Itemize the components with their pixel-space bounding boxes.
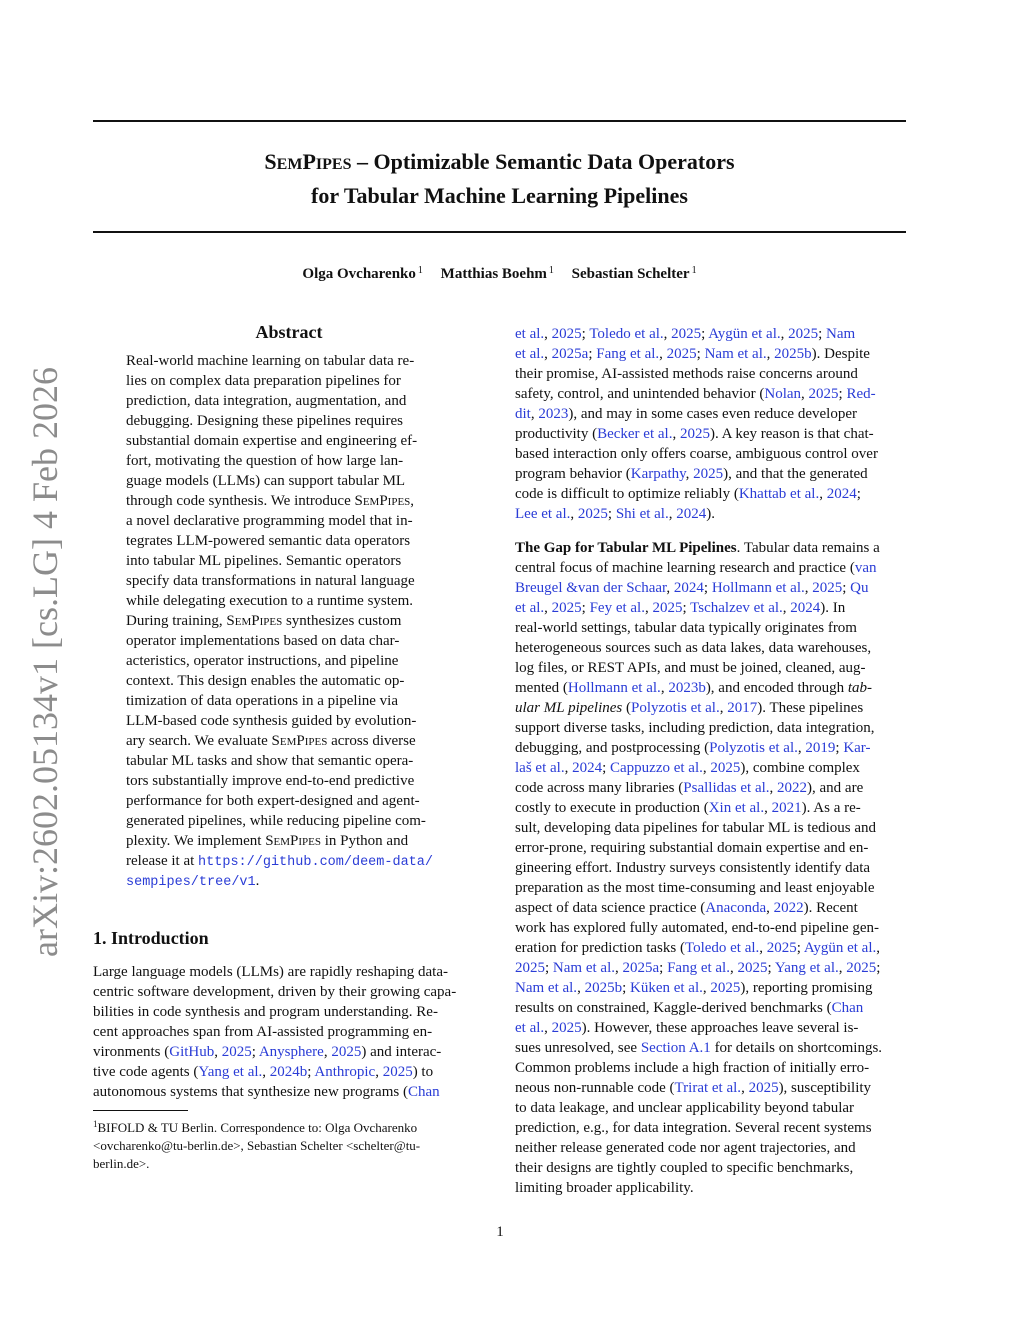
citation-link[interactable]: 2024 <box>673 580 704 596</box>
citation-link[interactable]: Khattab et al. <box>738 486 820 502</box>
citation-link[interactable]: Breugel &van der Schaar <box>515 580 667 596</box>
citation-link[interactable]: 2025 <box>710 980 741 996</box>
citation-link[interactable]: 2025 <box>671 326 702 342</box>
citation-link[interactable]: Nam <box>826 326 856 342</box>
citation-link[interactable]: Yang et al. <box>198 1064 263 1080</box>
author-2: Matthias Boehm $^1$ <box>440 265 554 282</box>
citation-link[interactable]: 2025b <box>584 980 623 996</box>
right-column-line: Lee et al., 2025; Shi et al., 2024). <box>515 506 715 522</box>
citation-link[interactable]: 2025 <box>515 960 545 976</box>
citation-link[interactable]: et al. <box>515 326 545 342</box>
abstract-line: guage models (LLMs) can support tabular ML <box>126 473 406 489</box>
citation-link[interactable]: Xin et al. <box>708 800 765 816</box>
emphasis-text: tab- <box>847 680 873 696</box>
abstract-line: tabular ML tasks and show that semantic opera- <box>126 753 414 769</box>
citation-link[interactable]: laš et al. <box>515 760 565 776</box>
right-column-line: dit, 2023), and may in some cases even reduce developer <box>515 406 857 422</box>
section-heading-introduction: 1. Introduction <box>93 928 209 948</box>
citation-link[interactable]: Nolan <box>764 386 802 402</box>
abstract-line: debugging. Designing these pipelines requires <box>126 413 404 429</box>
citation-link[interactable]: 2025a <box>551 346 589 362</box>
citation-link[interactable]: 2022 <box>773 900 804 916</box>
right-column-line: mented (Hollmann et al., 2023b), and encoded through tab- <box>515 680 873 696</box>
right-column-line: et al., 2025a; Fang et al., 2025; Nam et al., 2025b). Despite <box>515 346 870 362</box>
citation-link[interactable]: et al. <box>515 346 545 362</box>
citation-link[interactable]: Anthropic <box>314 1064 376 1080</box>
citation-link[interactable]: Kar- <box>843 740 871 756</box>
page-number: 1 <box>496 1224 504 1240</box>
abstract-line: plexity. We implement SemPipes in Python and <box>126 833 409 849</box>
citation-link[interactable]: 2025 <box>679 426 710 442</box>
abstract-line: LLM-based code synthesis guided by evolution- <box>126 713 417 729</box>
abstract-line: fort, motivating the question of how large lan- <box>126 453 404 469</box>
citation-link[interactable]: van <box>854 560 877 576</box>
citation-link[interactable]: Section A.1 <box>640 1040 711 1056</box>
abstract-line: tegrates LLM-powered semantic data operators <box>126 533 411 549</box>
right-column-line: their promise, AI-assisted methods raise concerns around <box>515 366 858 382</box>
citation-link[interactable]: Fang et al. <box>596 346 660 362</box>
right-column-line: et al., 2025). However, these approaches leave several is- <box>515 1020 859 1036</box>
right-column-line: neither release generated code nor agent trajectories, and <box>515 1140 856 1156</box>
abstract-line: a novel declarative programming model that in- <box>126 513 413 529</box>
citation-link[interactable]: Toledo et al. <box>589 326 664 342</box>
citation-link[interactable]: 2023b <box>668 680 706 696</box>
right-column-line: code is difficult to optimize reliably (Khattab et al., 2024; <box>515 486 861 502</box>
citation-link[interactable]: 2025 <box>551 600 582 616</box>
citation-link[interactable]: Hollmann et al. <box>567 680 661 696</box>
citation-link[interactable]: Polyzotis et al. <box>630 700 720 716</box>
right-column-line: based interaction only offers coarse, ambiguous control over <box>515 446 878 462</box>
right-column-line: laš et al., 2024; Cappuzzo et al., 2025), combine complex <box>515 760 860 776</box>
citation-link[interactable]: 2025a <box>622 960 660 976</box>
citation-link[interactable]: 2025 <box>382 1064 413 1080</box>
citation-link[interactable]: 2025 <box>710 760 741 776</box>
citation-link[interactable]: 2025 <box>766 940 797 956</box>
right-column-line: support diverse tasks, including prediction, data integration, <box>515 720 875 736</box>
abstract-line: specify data transformations in natural language <box>126 573 415 589</box>
right-column-line: et al., 2025; Fey et al., 2025; Tschalzev et al., 2024). In <box>515 600 846 616</box>
citation-link[interactable]: 2024 <box>676 506 707 522</box>
right-column-line: prediction, e.g., for data integration. Several recent systems <box>515 1120 872 1136</box>
footnote: $^1$BIFOLD & TU Berlin. Correspondence to: Olga Ovcharenko <ovcharenko@tu-berlin.de>, Sebastian Schelter <schelter@tu- berlin.de>. <box>93 1119 421 1171</box>
citation-link[interactable]: Fang et al. <box>667 960 730 976</box>
citation-link[interactable]: Polyzotis et al. <box>709 740 798 756</box>
arxiv-side-label: arXiv:2602.05134v1 [cs.LG] 4 Feb 2026 <box>25 367 65 957</box>
citation-link[interactable]: 2025 <box>551 326 582 342</box>
right-column-line: productivity (Becker et al., 2025). A key reason is that chat- <box>515 426 874 442</box>
right-column-line: 2025; Nam et al., 2025a; Fang et al., 2025; Yang et al., 2025; <box>515 960 881 976</box>
right-column-line: real-world settings, tabular data typically originates from <box>515 620 857 636</box>
citation-link[interactable]: 2025 <box>331 1044 362 1060</box>
citation-link[interactable]: et al. <box>515 1020 545 1036</box>
author-1: Olga Ovcharenko $^1$ <box>302 265 423 282</box>
citation-link[interactable]: Nam et al. <box>552 960 615 976</box>
right-column-line: ular ML pipelines (Polyzotis et al., 2017). These pipelines <box>515 700 864 716</box>
abstract-body <box>126 351 452 891</box>
right-column-line: sult, developing data pipelines for tabular ML is tedious and <box>515 820 877 836</box>
citation-link[interactable]: Fey et al. <box>589 600 645 616</box>
citation-link[interactable]: Yang et al. <box>774 960 839 976</box>
right-column-line: results on constrained, Kaggle-derived benchmarks (Chan <box>515 1000 864 1016</box>
abstract-line: substantial domain expertise and engineering ef- <box>126 433 418 449</box>
system-name: SemPipes <box>271 733 328 749</box>
citation-link[interactable]: 2025 <box>652 600 683 616</box>
right-column-line: neous non-runnable code (Trirat et al., 2025), susceptibility <box>515 1080 872 1096</box>
citation-link[interactable]: 2025 <box>812 580 843 596</box>
citation-link[interactable]: 2025 <box>221 1044 252 1060</box>
abstract-line: acteristics, operator instructions, and pipeline <box>126 653 399 669</box>
right-column-line: debugging, and postprocessing (Polyzotis et al., 2019; Kar- <box>515 740 871 756</box>
system-name: SemPipes <box>265 833 321 849</box>
abstract-line: into tabular ML pipelines. Semantic operators <box>126 553 402 569</box>
right-column-line: Nam et al., 2025b; Küken et al., 2025), reporting promising <box>515 980 873 996</box>
citation-link[interactable]: Chan <box>407 1084 440 1100</box>
citation-link[interactable]: Psallidas et al. <box>683 780 770 796</box>
abstract-line: while delegating execution to a runtime system. <box>126 593 414 609</box>
right-column-line: gineering effort. Industry surveys consistently identify data <box>515 860 871 876</box>
abstract-heading: Abstract <box>255 322 323 342</box>
citation-link[interactable]: 2023 <box>538 406 569 422</box>
citation-link[interactable]: Lee et al. <box>515 506 571 522</box>
right-column-line: code across many libraries (Psallidas et al., 2022), and are <box>515 780 864 796</box>
citation-link[interactable]: Shi et al. <box>615 506 669 522</box>
right-column-line: limiting broader applicability. <box>515 1180 694 1196</box>
right-column-line: aspect of data science practice (Anaconda, 2022). Recent <box>515 900 858 916</box>
citation-link[interactable]: 2025 <box>846 960 877 976</box>
citation-link[interactable]: dit <box>515 406 531 422</box>
abstract-line: sempipes/tree/v1. <box>126 873 260 890</box>
citation-link[interactable]: 2025 <box>577 506 608 522</box>
citation-link[interactable]: Aygün et al. <box>803 940 877 956</box>
right-column-line: to data leakage, and unclear applicability beyond tabular <box>515 1100 855 1116</box>
abstract-line: generated pipelines, while reducing pipeline com- <box>126 813 426 829</box>
repo-link[interactable]: https://github.com/deem-data/ <box>198 855 433 870</box>
abstract-line: operator implementations based on data char- <box>126 633 400 649</box>
title-top-rule <box>93 120 906 122</box>
right-column-line: costly to execute in production (Xin et al., 2021). As a re- <box>515 800 861 816</box>
right-column-line: eration for prediction tasks (Toledo et al., 2025; Aygün et al., <box>515 940 880 956</box>
right-column-line: their designs are tightly coupled to specific benchmarks, <box>515 1160 854 1176</box>
citation-link[interactable]: Qu <box>850 580 869 596</box>
citation-link[interactable]: 2024 <box>572 760 603 776</box>
right-column-line: log files, or REST APIs, and must be joined, cleaned, aug- <box>515 660 866 676</box>
system-name: SemPipes <box>226 613 283 629</box>
citation-link[interactable]: Chan <box>831 1000 864 1016</box>
citation-link[interactable]: 2025 <box>748 1080 779 1096</box>
citation-link[interactable]: 2025 <box>788 326 819 342</box>
abstract-line: tors substantially improve end-to-end predictive <box>126 773 415 789</box>
right-column-line: Common problems include a high fraction of initially erro- <box>515 1060 870 1076</box>
citation-link[interactable]: 2017 <box>727 700 758 716</box>
abstract-line: release it at https://github.com/deem-data/ <box>126 853 433 870</box>
citation-link[interactable]: Küken et al. <box>629 980 703 996</box>
citation-link[interactable]: Anysphere <box>258 1044 324 1060</box>
citation-link[interactable]: Toledo et al. <box>684 940 760 956</box>
citation-link[interactable]: Cappuzzo et al. <box>610 760 703 776</box>
right-column-line: preparation as the most time-consuming and least enjoyable <box>515 880 875 896</box>
right-column-line: central focus of machine learning research and practice (van <box>515 560 877 576</box>
abstract-line: context. This design enables the automatic op- <box>126 673 405 689</box>
citation-link[interactable]: 2025b <box>774 346 812 362</box>
citation-link[interactable]: et al. <box>515 600 545 616</box>
system-name: SemPipes <box>354 493 411 509</box>
citation-link[interactable]: Nam et al. <box>704 346 767 362</box>
right-column-line: Breugel &van der Schaar, 2024; Hollmann et al., 2025; Qu <box>515 580 869 596</box>
title-line-1: SEMPIPES – Optimizable Semantic Data Operators <box>264 149 735 174</box>
title-line-2: for Tabular Machine Learning Pipelines <box>311 183 688 208</box>
citation-link[interactable]: 2024b <box>269 1064 308 1080</box>
citation-link[interactable]: Red- <box>846 386 876 402</box>
abstract-line: lies on complex data preparation pipelines for <box>126 373 401 389</box>
citation-link[interactable]: Karpathy <box>630 466 686 482</box>
citation-link[interactable]: 2021 <box>771 800 802 816</box>
abstract-line: through code synthesis. We introduce SemPipes, <box>126 493 415 509</box>
citation-link[interactable]: Trirat et al. <box>674 1080 742 1096</box>
right-column-line: The Gap for Tabular ML Pipelines. Tabular data remains a <box>515 540 880 556</box>
right-column <box>515 324 907 1198</box>
abstract-line: During training, SemPipes synthesizes custom <box>126 613 402 629</box>
intro-paragraph: Large language models (LLMs) are rapidly reshaping data- centric software development, driven by their growing capa- bilities in code synthesis and program understanding. Re- cent approaches span from AI-assisted programming en- vironments (GitHub, 2025; Anysphere, 2025) and interac- tive code agents (Yang et al., 2024b; Anthropic, 2025) to autonomous systems that synthesize new programs (Chan <box>93 964 457 1100</box>
citation-link[interactable]: Becker et al. <box>597 426 673 442</box>
paragraph-gap <box>515 524 907 538</box>
paragraph-heading: The Gap for Tabular ML Pipelines <box>515 540 737 556</box>
abstract-line: prediction, data integration, augmentation, and <box>126 393 407 409</box>
citation-link[interactable]: 2025 <box>737 960 768 976</box>
right-column-line: safety, control, and unintended behavior (Nolan, 2025; Red- <box>515 386 876 402</box>
right-column-line: et al., 2025; Toledo et al., 2025; Aygün et al., 2025; Nam <box>515 326 856 342</box>
right-column-line: sues unresolved, see Section A.1 for details on shortcomings. <box>515 1040 883 1056</box>
emphasis-text: ular ML pipelines <box>515 700 623 716</box>
title-bottom-rule <box>93 231 906 233</box>
author-list <box>93 265 906 283</box>
citation-link[interactable]: 2025 <box>666 346 697 362</box>
citation-link[interactable]: Nam et al. <box>515 980 578 996</box>
author-3: Sebastian Schelter $^1$ <box>571 265 697 282</box>
citation-link[interactable]: Tschalzev et al. <box>690 600 783 616</box>
abstract-line: ary search. We evaluate SemPipes across diverse <box>126 733 416 749</box>
citation-link[interactable]: 2025 <box>693 466 724 482</box>
right-column-line: work has explored fully automated, end-to-end pipeline gen- <box>515 920 880 936</box>
right-column-line: error-prone, requiring substantial domain expertise and en- <box>515 840 869 856</box>
abstract-line: performance for both expert-designed and agent- <box>126 793 420 809</box>
citation-link[interactable]: Anaconda <box>705 900 767 916</box>
citation-link[interactable]: 2025 <box>808 386 839 402</box>
citation-link[interactable]: Aygün et al. <box>708 326 781 342</box>
repo-link[interactable]: sempipes/tree/v1 <box>126 875 256 890</box>
paper-title <box>93 146 906 211</box>
citation-link[interactable]: 2024 <box>790 600 821 616</box>
citation-link[interactable]: 2025 <box>551 1020 582 1036</box>
citation-link[interactable]: 2019 <box>805 740 836 756</box>
footnote-rule <box>93 1110 188 1111</box>
citation-link[interactable]: Hollmann et al. <box>711 580 805 596</box>
citation-link[interactable]: 2022 <box>777 780 808 796</box>
right-column-line: program behavior (Karpathy, 2025), and that the generated <box>515 466 868 482</box>
right-column-line: heterogeneous sources such as data lakes, data warehouses, <box>515 640 872 656</box>
abstract-line: Real-world machine learning on tabular data re- <box>126 353 415 369</box>
citation-link[interactable]: 2024 <box>826 486 857 502</box>
citation-link[interactable]: GitHub <box>169 1044 215 1060</box>
abstract-line: timization of data operations in a pipeline via <box>126 693 398 709</box>
